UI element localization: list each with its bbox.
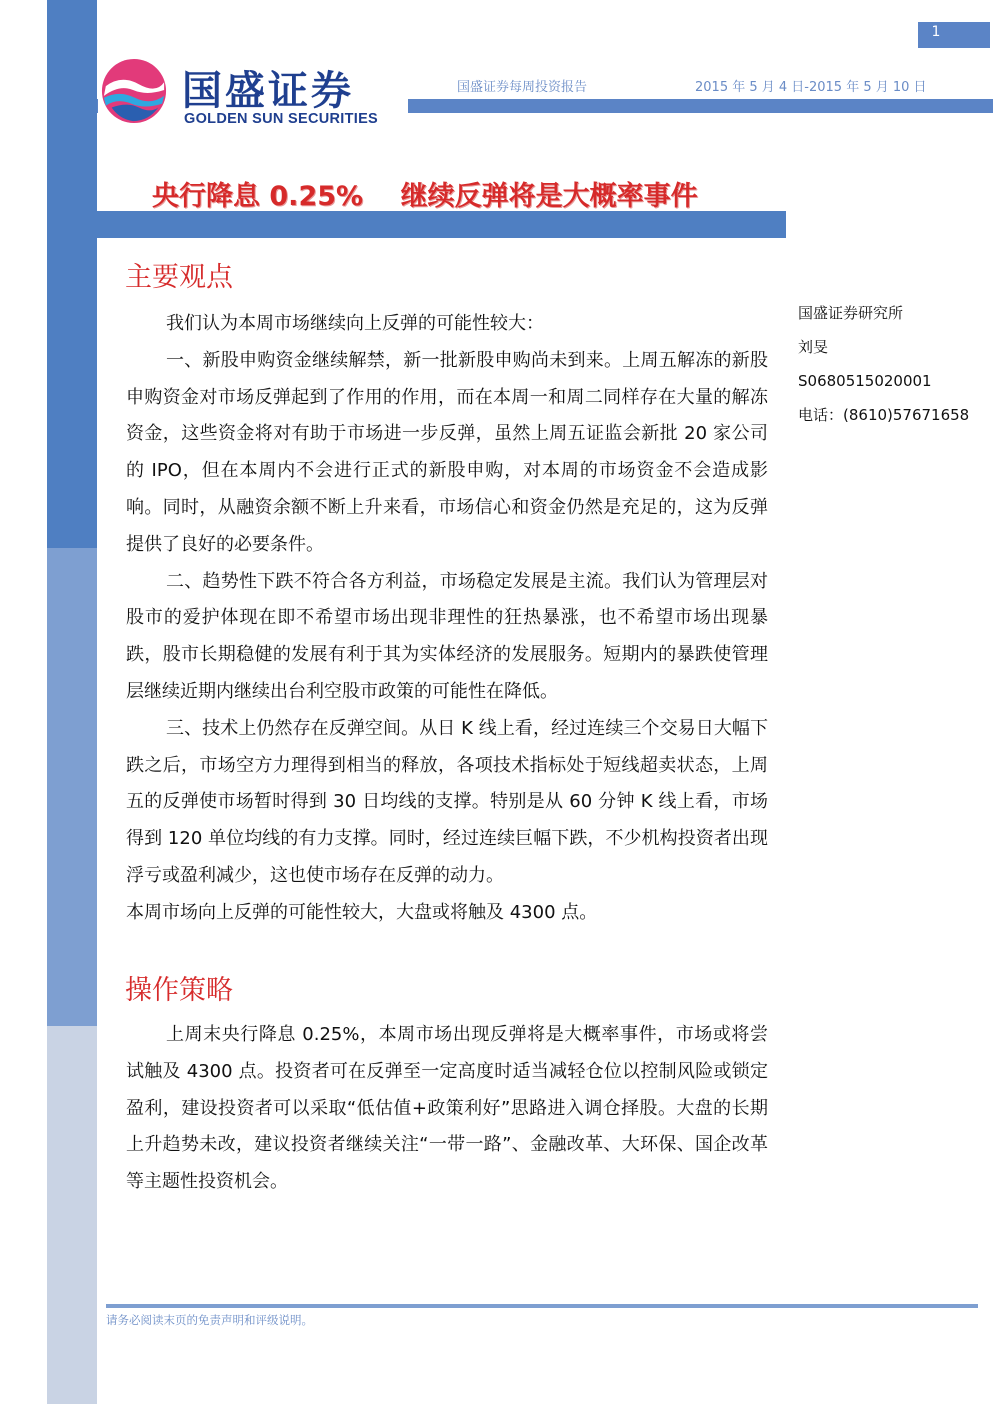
report-series-label: 国盛证券每周投资报告 bbox=[457, 80, 588, 95]
analyst-phone: 电话：(8610)57671658 bbox=[798, 406, 970, 424]
footer-disclaimer: 请务必阅读末页的免责声明和评级说明。 bbox=[106, 1313, 313, 1327]
logo-chinese-name: 国盛证券 bbox=[182, 68, 354, 114]
title-bar bbox=[97, 211, 786, 238]
footer-rule bbox=[106, 1304, 978, 1308]
analyst-cert-number: S0680515020001 bbox=[798, 372, 932, 390]
analyst-info bbox=[798, 296, 969, 432]
page-number-box bbox=[918, 22, 990, 48]
report-title: 央行降息 0.25% 继续反弹将是大概率事件 bbox=[152, 181, 698, 212]
left-band-middle bbox=[47, 548, 97, 1026]
main-points-body bbox=[126, 306, 768, 932]
paragraph: 三、技术上仍然存在反弹空间。从日 K 线上看，经过连续三个交易日大幅下跌之后，市场空方力理得到相当的释放，各项技术指标处于短线超卖状态，上周五的反弹使市场暂时得到 30 日均线的支撑。特别是从 60 分钟 K 线上看，市场得到 120 单位均线的有力支撑。同时，经过连续巨幅下跌，不少机构投资者出现浮亏或盈利减少，这也使市场存在反弹的动力。 bbox=[126, 717, 768, 886]
logo-emblem-icon bbox=[100, 57, 168, 125]
section-heading-strategy: 操作策略 bbox=[125, 975, 233, 1006]
paragraph: 本周市场向上反弹的可能性较大，大盘或将触及 4300 点。 bbox=[126, 901, 598, 923]
analyst-name: 刘旻 bbox=[798, 338, 829, 356]
report-date-range: 2015 年 5 月 4 日-2015 年 5 月 10 日 bbox=[695, 80, 927, 95]
paragraph: 一、新股申购资金继续解禁，新一批新股申购尚未到来。上周五解冻的新股申购资金对市场反弹起到了作用的作用，而在本周一和周二同样存在大量的解冻资金，这些资金将对有助于市场进一步反弹，虽然上周五证监会新批 20 家公司的 IPO，但在本周内不会进行正式的新股申购，对本周的市场资金不会造成影响。同时，从融资余额不断上升来看，市场信心和资金仍然是充足的，这为反弹提供了良好的必要条件。 bbox=[126, 349, 768, 555]
company-logo bbox=[98, 55, 408, 135]
strategy-body bbox=[126, 1017, 768, 1201]
paragraph: 我们认为本周市场继续向上反弹的可能性较大： bbox=[166, 313, 544, 334]
logo-english-name: GOLDEN SUN SECURITIES bbox=[184, 111, 379, 127]
section-heading-main-points: 主要观点 bbox=[125, 262, 233, 293]
paragraph: 二、趋势性下跌不符合各方利益，市场稳定发展是主流。我们认为管理层对股市的爱护体现在即不希望市场出现非理性的狂热暴涨，也不希望市场出现暴跌，股市长期稳健的发展有利于其为实体经济的发展服务。短期内的暴跌使管理层继续近期内继续出台利空股市政策的可能性在降低。 bbox=[126, 570, 768, 702]
page-number: 1 bbox=[931, 24, 941, 40]
left-band-top bbox=[47, 0, 97, 548]
paragraph: 上周末央行降息 0.25%，本周市场出现反弹将是大概率事件，市场或将尝试触及 4300 点。投资者可在反弹至一定高度时适当减轻仓位以控制风险或锁定盈利，建设投资者可以采取“低估值+政策利好”思路进入调仓择股。大盘的长期上升趋势未改，建议投资者继续关注“一带一路”、金融改革、大环保、国企改革等主题性投资机会。 bbox=[126, 1024, 768, 1193]
institute-name: 国盛证券研究所 bbox=[798, 304, 904, 322]
